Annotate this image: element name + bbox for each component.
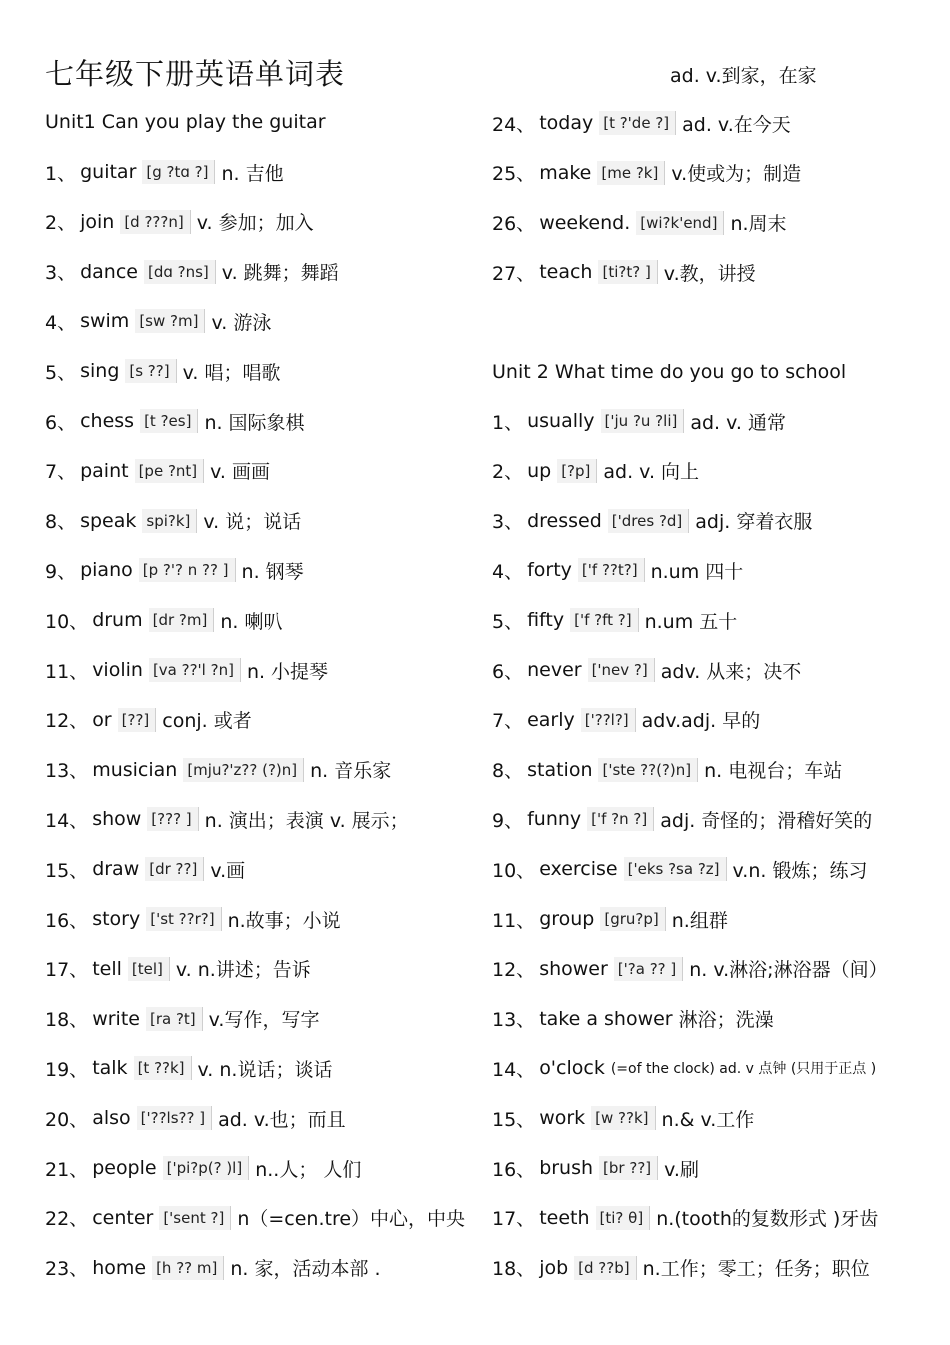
- word-term: musician: [92, 758, 178, 781]
- word-phonetic: [g ?tɑ ?]: [142, 160, 215, 184]
- word-term: center: [92, 1206, 154, 1229]
- word-term: dance: [80, 260, 138, 283]
- word-row: [45, 903, 341, 935]
- word-term: o'clock: [539, 1057, 605, 1080]
- word-row: [45, 803, 409, 835]
- word-phonetic: [d ??b]: [574, 1256, 636, 1280]
- word-term: join: [80, 210, 115, 233]
- word-meaning: n. 吉他: [221, 162, 284, 185]
- word-meaning: v. 参加；加入: [196, 212, 314, 235]
- word-phonetic: [h ?? m]: [152, 1256, 224, 1280]
- word-number: 13、: [492, 1009, 536, 1032]
- word-row: [45, 355, 280, 387]
- word-meaning: n. v.淋浴;淋浴器（间）: [689, 959, 888, 982]
- word-term: or: [92, 708, 112, 731]
- word-meaning: v.写作，写字: [208, 1009, 320, 1032]
- word-meaning: ad. v.在今天: [682, 113, 791, 136]
- word-meaning: n. 喇叭: [220, 610, 283, 633]
- word-number: 3、: [492, 511, 524, 534]
- word-row: [492, 107, 791, 139]
- word-number: 22、: [45, 1208, 89, 1231]
- word-phonetic: ['f ??t?]: [578, 558, 645, 582]
- word-meaning: v.刷: [664, 1158, 699, 1181]
- word-term: home: [92, 1256, 147, 1279]
- word-meaning: n..人； 人们: [255, 1158, 362, 1181]
- word-number: 3、: [45, 262, 77, 285]
- word-phonetic: [tel]: [128, 957, 170, 981]
- word-meaning: ad. v. 向上: [603, 461, 700, 484]
- word-phonetic: [t ?es]: [140, 409, 198, 433]
- word-term: people: [92, 1157, 157, 1179]
- word-term: up: [527, 459, 552, 482]
- word-row: [492, 704, 760, 736]
- word-term: fifty: [527, 609, 565, 632]
- word-number: 11、: [45, 660, 89, 683]
- word-phonetic: [?p]: [557, 459, 597, 483]
- word-number: 17、: [492, 1208, 536, 1231]
- word-phonetic: [mju?'z?? (?)n]: [183, 758, 304, 782]
- word-row: [492, 455, 699, 487]
- word-phonetic: [??]: [118, 708, 157, 732]
- word-meaning: n. 小提琴: [246, 660, 329, 683]
- word-row: [45, 1003, 319, 1035]
- word-number: 8、: [45, 511, 77, 534]
- word-row: [45, 156, 284, 188]
- word-row: [45, 853, 245, 885]
- word-row: [45, 505, 301, 537]
- word-number: 1、: [492, 411, 524, 434]
- word-phonetic: [w ??k]: [591, 1106, 655, 1130]
- word-phonetic: [ra ?t]: [146, 1007, 203, 1031]
- word-term: teach: [539, 261, 593, 284]
- word-number: 10、: [492, 859, 536, 882]
- word-term: forty: [527, 559, 572, 582]
- word-phonetic: [d ???n]: [120, 210, 190, 234]
- word-number: 25、: [492, 163, 536, 186]
- word-number: 15、: [492, 1108, 536, 1131]
- word-meaning: n.故事；小说: [227, 909, 341, 932]
- word-meaning: adv.adj. 早的: [641, 710, 761, 733]
- word-phonetic: [t ??k]: [134, 1056, 192, 1080]
- word-row: [492, 654, 801, 686]
- word-row: [492, 157, 801, 189]
- word-term: teeth: [539, 1206, 590, 1229]
- word-row: [492, 853, 867, 885]
- word-number: 13、: [45, 760, 89, 783]
- word-meaning: n（=cen.tre）中心，中央: [237, 1208, 466, 1231]
- word-number: 7、: [492, 710, 524, 733]
- word-phonetic: [p ?'? n ?? ]: [139, 558, 236, 582]
- word-phonetic: ['st ??r?]: [146, 907, 221, 931]
- word-term: group: [539, 908, 595, 930]
- word-row: [492, 1252, 870, 1284]
- word-meaning: n.周末: [730, 213, 787, 236]
- word-number: 12、: [492, 959, 536, 982]
- word-phonetic: ['ste ??(?)n]: [598, 758, 698, 782]
- word-phonetic: spi?k]: [142, 509, 197, 533]
- word-number: 6、: [45, 411, 77, 434]
- word-number: 20、: [45, 1108, 89, 1131]
- word-meaning: v. 游泳: [211, 311, 272, 334]
- word-meaning: v.使或为；制造: [671, 163, 802, 186]
- word-term: piano: [80, 559, 133, 582]
- word-row: [492, 256, 756, 288]
- word-phonetic: [ti?t? ]: [598, 260, 657, 284]
- word-term: usually: [527, 410, 595, 432]
- word-term: brush: [539, 1157, 594, 1179]
- word-row: [45, 754, 391, 786]
- word-row: [45, 256, 339, 288]
- word-row: [492, 1102, 754, 1134]
- word-meaning: v. n.说话；谈话: [197, 1058, 333, 1081]
- word-row: [45, 305, 271, 337]
- word-row: [45, 1152, 361, 1184]
- word-meaning: v.n. 锻炼；练习: [732, 859, 868, 882]
- word-meaning: 淋浴；洗澡: [678, 1009, 774, 1032]
- word-row: [492, 903, 728, 935]
- word-row: [492, 1003, 774, 1035]
- word-number: 10、: [45, 610, 89, 633]
- word-phonetic: ['??l?]: [581, 708, 636, 732]
- word-row: [45, 405, 305, 437]
- word-term: tell: [92, 957, 122, 980]
- word-term: write: [92, 1007, 140, 1030]
- word-row: [492, 554, 743, 586]
- word-term: story: [92, 908, 141, 930]
- word-meaning: n. 电视台；车站: [704, 760, 843, 783]
- unit2-heading: Unit 2 What time do you go to school: [492, 361, 847, 383]
- word-meaning: ad. v. 通常: [690, 411, 786, 434]
- word-term: violin: [92, 659, 143, 681]
- word-phonetic: ['f ?n ?]: [587, 807, 654, 831]
- word-number: 14、: [45, 809, 89, 832]
- word-term: drum: [92, 609, 143, 632]
- word-term: sing: [80, 360, 120, 383]
- word-phonetic: [??? ]: [147, 807, 198, 831]
- word-term: weekend.: [539, 211, 631, 234]
- word-phonetic: [dr ??]: [145, 857, 204, 881]
- word-number: 15、: [45, 859, 89, 882]
- word-row: [45, 554, 304, 586]
- word-meaning: conj. 或者: [162, 710, 252, 733]
- word-term: show: [92, 808, 142, 831]
- word-row: [45, 1052, 332, 1084]
- word-row: [492, 1152, 699, 1184]
- word-meaning: v. 唱；唱歌: [182, 361, 281, 384]
- word-meaning: n. 音乐家: [310, 760, 392, 783]
- word-row: [45, 206, 314, 238]
- word-term: talk: [92, 1057, 128, 1080]
- word-term: swim: [80, 310, 130, 333]
- word-phonetic: [me ?k]: [597, 161, 665, 185]
- word-phonetic: ['nev ?]: [588, 658, 655, 682]
- word-row: [45, 604, 282, 636]
- word-meaning: v.画: [210, 859, 246, 882]
- word-phonetic: [va ??'l ?n]: [149, 658, 241, 682]
- word-number: 16、: [492, 1158, 536, 1181]
- word-phonetic: [dr ?m]: [149, 608, 215, 632]
- word-phonetic: ['ju ?u ?li]: [601, 409, 685, 433]
- continued-definition: ad. v.到家，在家: [670, 65, 817, 87]
- word-term: early: [527, 708, 575, 731]
- word-meaning: n.组群: [671, 909, 728, 932]
- word-term: today: [539, 112, 594, 134]
- word-number: 27、: [492, 262, 536, 285]
- word-meaning: n. 家，活动本部 .: [230, 1258, 381, 1281]
- word-meaning: n.um 四十: [650, 560, 744, 583]
- word-number: 14、: [492, 1058, 536, 1081]
- word-phonetic: [s ??]: [125, 359, 176, 383]
- word-meaning: n.工作；零工；任务；职位: [642, 1258, 870, 1281]
- word-row: [492, 953, 888, 985]
- word-number: 9、: [492, 809, 524, 832]
- word-number: 23、: [45, 1258, 89, 1281]
- word-row: [492, 405, 786, 437]
- word-meaning: ad. v.也；而且: [218, 1108, 346, 1131]
- word-term: funny: [527, 808, 582, 831]
- word-meaning: v. n.讲述；告诉: [175, 959, 311, 982]
- word-number: 17、: [45, 959, 89, 982]
- word-term: draw: [92, 858, 140, 881]
- word-meaning: n.um 五十: [644, 610, 738, 633]
- word-meaning: n. 国际象棋: [204, 411, 305, 434]
- word-number: 12、: [45, 710, 89, 733]
- word-phonetic: ['?a ?? ]: [614, 957, 683, 981]
- word-meaning: v. 跳舞；舞蹈: [221, 262, 339, 285]
- word-row: [492, 604, 737, 636]
- word-phonetic: [gru?p]: [600, 907, 665, 931]
- word-meaning: v. 说；说话: [203, 511, 302, 534]
- word-meaning: n. 钢琴: [241, 560, 304, 583]
- word-meaning: adj. 穿着衣服: [695, 511, 813, 534]
- word-term: take a shower: [539, 1007, 673, 1030]
- word-phonetic: [dɑ ?ns]: [144, 260, 216, 284]
- word-term: also: [92, 1107, 131, 1130]
- word-number: 8、: [492, 760, 524, 783]
- word-term: dressed: [527, 509, 602, 532]
- word-row: [45, 1202, 465, 1234]
- word-meaning: (=of the clock) ad. v 点钟 (只用于正点 ): [610, 1061, 877, 1078]
- word-number: 18、: [45, 1009, 89, 1032]
- word-meaning: adj. 奇怪的；滑稽好笑的: [660, 809, 873, 832]
- word-number: 21、: [45, 1158, 89, 1181]
- word-meaning: v. 画画: [210, 461, 271, 484]
- word-phonetic: ['dres ?d]: [608, 509, 689, 533]
- word-row: [45, 654, 328, 686]
- word-row: [45, 1252, 381, 1284]
- word-number: 6、: [492, 660, 524, 683]
- word-row: [45, 953, 311, 985]
- word-number: 9、: [45, 560, 77, 583]
- word-term: never: [527, 659, 582, 681]
- word-term: speak: [80, 509, 137, 532]
- word-number: 18、: [492, 1258, 536, 1281]
- page-title: 七年级下册英语单词表: [45, 57, 346, 91]
- word-term: paint: [80, 459, 129, 482]
- word-phonetic: [t ?'de ?]: [599, 111, 676, 135]
- word-phonetic: [br ??]: [599, 1156, 658, 1180]
- word-number: 4、: [45, 311, 77, 334]
- word-term: chess: [80, 410, 135, 432]
- word-number: 5、: [492, 610, 524, 633]
- word-meaning: v.教，讲授: [663, 262, 756, 285]
- unit1-heading: Unit1 Can you play the guitar: [45, 111, 326, 133]
- word-number: 26、: [492, 213, 536, 236]
- word-phonetic: ['pi?p(? )l]: [163, 1156, 250, 1180]
- word-term: shower: [539, 957, 608, 980]
- word-row: [492, 505, 812, 537]
- word-term: work: [539, 1107, 586, 1130]
- word-phonetic: [wi?k'end]: [636, 211, 724, 235]
- word-number: 2、: [45, 212, 77, 235]
- word-term: job: [539, 1256, 569, 1279]
- word-number: 24、: [492, 113, 536, 136]
- word-phonetic: ['??ls?? ]: [137, 1106, 212, 1130]
- word-row: [492, 754, 842, 786]
- word-term: station: [527, 758, 593, 781]
- word-row: [492, 803, 872, 835]
- word-phonetic: ['sent ?]: [159, 1206, 231, 1230]
- word-meaning: adv. 从来；决不: [660, 660, 802, 683]
- word-row: [45, 704, 252, 736]
- word-phonetic: [ti? θ]: [596, 1206, 651, 1230]
- word-meaning: n. 演出；表演 v. 展示；: [204, 809, 409, 832]
- word-number: 11、: [492, 909, 536, 932]
- word-number: 5、: [45, 361, 77, 384]
- word-number: 1、: [45, 162, 77, 185]
- word-row: [492, 207, 787, 239]
- word-number: 4、: [492, 560, 524, 583]
- word-meaning: n.(tooth的复数形式 )牙齿: [656, 1208, 879, 1231]
- word-term: guitar: [80, 161, 137, 183]
- word-number: 16、: [45, 909, 89, 932]
- word-number: 7、: [45, 461, 77, 484]
- word-row: [45, 455, 270, 487]
- word-term: make: [539, 161, 592, 184]
- word-number: 2、: [492, 461, 524, 484]
- word-phonetic: [pe ?nt]: [135, 459, 205, 483]
- word-row: [492, 1202, 878, 1234]
- word-row: [492, 1052, 876, 1084]
- word-number: 19、: [45, 1058, 89, 1081]
- word-phonetic: ['f ?ft ?]: [570, 608, 638, 632]
- word-phonetic: ['eks ?sa ?z]: [624, 857, 727, 881]
- word-meaning: n.& v.工作: [661, 1108, 755, 1131]
- word-row: [45, 1102, 346, 1134]
- word-term: exercise: [539, 858, 618, 881]
- word-phonetic: [sw ?m]: [135, 309, 205, 333]
